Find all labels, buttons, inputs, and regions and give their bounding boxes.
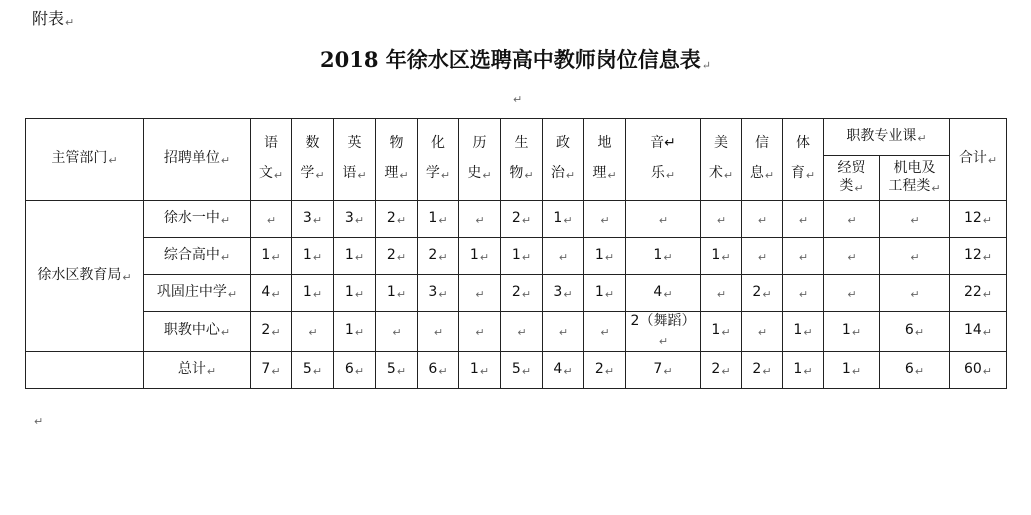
paragraph-mark: ↵: [658, 335, 669, 348]
paragraph-mark: ↵: [227, 287, 238, 301]
paragraph-mark: ↵: [663, 364, 673, 378]
paragraph-mark: ↵: [565, 169, 576, 182]
paragraph-mark: ↵: [558, 326, 569, 339]
value-cell: 1↵: [334, 312, 376, 352]
header-subject: 英 语↵: [334, 119, 376, 201]
header-subject: 物 理↵: [376, 119, 418, 201]
table-row: [26, 275, 1007, 312]
paragraph-mark: ↵: [396, 250, 407, 264]
paragraph-mark: ↵: [65, 16, 75, 29]
value-cell: [824, 238, 880, 275]
paragraph-mark: ↵: [563, 213, 573, 227]
value-cell: 1↵: [376, 275, 418, 312]
paragraph-mark: ↵: [803, 326, 813, 339]
paragraph-mark: ↵: [721, 364, 731, 378]
value-cell: 1↵: [459, 352, 501, 389]
paragraph-mark: ↵: [762, 364, 772, 378]
value-cell: 7↵: [251, 352, 292, 389]
value-cell: [459, 201, 501, 238]
paragraph-mark: ↵: [271, 250, 281, 264]
paragraph-mark: ↵: [475, 213, 485, 227]
paragraph-mark: ↵: [600, 213, 610, 227]
value-cell: [543, 312, 584, 352]
paragraph-mark: ↵: [308, 326, 318, 339]
paragraph-mark: ↵: [847, 287, 857, 301]
header-vocational-group: 职教专业课↵: [824, 119, 950, 156]
value-cell: 12↵: [950, 201, 1007, 238]
paragraph-mark: ↵: [271, 364, 281, 378]
value-cell: 4↵: [543, 352, 584, 389]
paragraph-mark: ↵: [206, 364, 217, 378]
value-cell: 2↵: [376, 201, 418, 238]
header-vocational-sub: 经贸 类↵: [824, 156, 880, 201]
value-cell: 1↵: [292, 238, 334, 275]
header-dept: 主管部门↵: [26, 119, 144, 201]
paragraph-mark: ↵: [399, 169, 409, 182]
value-cell: 5↵: [292, 352, 334, 389]
page-title: 2018 年徐水区选聘高中教师岗位信息表↵: [320, 47, 711, 72]
value-cell: [783, 201, 824, 238]
value-cell: 3↵: [543, 275, 584, 312]
value-cell: [880, 201, 950, 238]
header-vocational-sub: 机电及 工程类↵: [880, 156, 950, 201]
paragraph-mark: ↵: [479, 250, 490, 264]
paragraph-mark: ↵: [354, 326, 365, 339]
paragraph-mark: ↵: [982, 287, 993, 301]
paragraph-mark: ↵: [914, 364, 925, 378]
value-cell: 1↵: [251, 238, 292, 275]
paragraph-mark: ↵: [440, 169, 451, 182]
paragraph-mark: ↵: [757, 213, 768, 227]
paragraph-mark: ↵: [982, 364, 993, 378]
paragraph-mark: ↵: [271, 326, 281, 339]
paragraph-mark: ↵: [854, 181, 864, 195]
value-cell: 1↵: [418, 201, 459, 238]
paragraph-mark: ↵: [392, 326, 402, 339]
paragraph-mark: ↵: [604, 250, 615, 264]
value-cell: 1↵: [584, 275, 626, 312]
paragraph-mark: ↵: [266, 213, 277, 227]
paragraph-mark: ↵: [521, 364, 532, 378]
unit-cell: 综合高中↵: [144, 238, 251, 275]
table-row: [26, 238, 1007, 275]
paragraph-mark: ↵: [716, 213, 727, 227]
paragraph-mark: ↵: [982, 326, 993, 339]
paragraph-mark: ↵: [663, 250, 673, 264]
value-cell: 60↵: [950, 352, 1007, 389]
header-subject: 信 息↵: [742, 119, 783, 201]
paragraph-mark: ↵: [517, 326, 527, 339]
value-cell: 2↵: [418, 238, 459, 275]
value-cell: [742, 201, 783, 238]
value-cell: [501, 312, 543, 352]
header-row: [26, 119, 1007, 156]
paragraph-mark: ↵: [757, 326, 768, 339]
header-subject: 音↵ 乐↵: [626, 119, 701, 201]
value-cell: 1↵: [584, 238, 626, 275]
paragraph-mark: ↵: [701, 59, 711, 72]
value-cell: [701, 201, 742, 238]
value-cell: 7↵: [626, 352, 701, 389]
paragraph-mark: ↵: [665, 169, 676, 182]
paragraph-mark: ↵: [312, 250, 323, 264]
value-cell: 4↵: [251, 275, 292, 312]
paragraph-mark: ↵: [563, 287, 573, 301]
value-cell: [880, 238, 950, 275]
paragraph-mark: ↵: [910, 250, 920, 264]
paragraph-mark: ↵: [513, 93, 523, 106]
paragraph-mark: ↵: [663, 287, 673, 301]
value-cell: 6↵: [334, 352, 376, 389]
paragraph-mark: ↵: [982, 213, 993, 227]
header-unit: 招聘单位↵: [144, 119, 251, 201]
paragraph-mark: ↵: [764, 169, 775, 182]
paragraph-mark: ↵: [762, 287, 772, 301]
header-total: 合计↵: [950, 119, 1007, 201]
value-cell: [543, 238, 584, 275]
paragraph-mark: ↵: [721, 250, 731, 264]
value-cell: [584, 312, 626, 352]
value-cell: 1↵: [626, 238, 701, 275]
value-cell: [742, 238, 783, 275]
value-cell: 2（舞蹈）↵: [626, 312, 701, 352]
value-cell: 5↵: [376, 352, 418, 389]
value-cell: 2↵: [501, 201, 543, 238]
unit-cell: 巩固庄中学↵: [144, 275, 251, 312]
table-row: [26, 201, 1007, 238]
value-cell: 6↵: [880, 312, 950, 352]
paragraph-mark: ↵: [607, 169, 617, 182]
paragraph-mark: ↵: [803, 364, 813, 378]
value-cell: 6↵: [880, 352, 950, 389]
paragraph-mark: ↵: [600, 326, 610, 339]
value-cell: 6↵: [418, 352, 459, 389]
unit-cell: 职教中心↵: [144, 312, 251, 352]
value-cell: 2↵: [251, 312, 292, 352]
paragraph-mark: ↵: [438, 213, 448, 227]
paragraph-mark: ↵: [396, 287, 407, 301]
value-cell: 14↵: [950, 312, 1007, 352]
value-cell: [459, 312, 501, 352]
unit-cell: 徐水一中↵: [144, 201, 251, 238]
paragraph-mark: ↵: [315, 169, 325, 182]
paragraph-mark: ↵: [475, 287, 485, 301]
value-cell: 5↵: [501, 352, 543, 389]
value-cell: 3↵: [334, 201, 376, 238]
value-cell: [584, 201, 626, 238]
value-cell: 1↵: [459, 238, 501, 275]
value-cell: [418, 312, 459, 352]
value-cell: 3↵: [418, 275, 459, 312]
value-cell: [880, 275, 950, 312]
paragraph-mark: ↵: [982, 250, 993, 264]
paragraph-mark: ↵: [354, 250, 365, 264]
unit-cell: 总计↵: [144, 352, 251, 389]
empty-cell: [26, 352, 144, 389]
paragraph-mark: ↵: [438, 364, 448, 378]
paragraph-mark: ↵: [312, 364, 323, 378]
value-cell: 1↵: [501, 238, 543, 275]
appendix-label: 附表↵: [32, 9, 75, 29]
paragraph-mark: ↵: [312, 287, 323, 301]
header-subject: 数 学↵: [292, 119, 334, 201]
value-cell: [783, 238, 824, 275]
paragraph-mark: ↵: [658, 213, 669, 227]
paragraph-mark: ↵: [721, 326, 731, 339]
header-subject: 语 文↵: [251, 119, 292, 201]
value-cell: [824, 275, 880, 312]
value-cell: [292, 312, 334, 352]
value-cell: [459, 275, 501, 312]
paragraph-mark: ↵: [558, 250, 569, 264]
value-cell: [742, 312, 783, 352]
paragraph-mark: ↵: [910, 213, 920, 227]
value-cell: 12↵: [950, 238, 1007, 275]
value-cell: 2↵: [742, 352, 783, 389]
paragraph-mark: ↵: [521, 250, 532, 264]
paragraph-mark: ↵: [354, 287, 365, 301]
paragraph-mark: ↵: [723, 169, 734, 182]
value-cell: 1↵: [701, 238, 742, 275]
value-cell: 2↵: [701, 352, 742, 389]
header-subject: 政 治↵: [543, 119, 584, 201]
paragraph-mark: ↵: [34, 415, 44, 428]
paragraph-mark: ↵: [847, 250, 857, 264]
value-cell: 2↵: [501, 275, 543, 312]
paragraph-mark: ↵: [757, 250, 768, 264]
value-cell: 4↵: [626, 275, 701, 312]
table-row: [26, 312, 1007, 352]
paragraph-mark: ↵: [273, 169, 284, 182]
value-cell: [783, 275, 824, 312]
paragraph-mark: ↵: [910, 287, 920, 301]
value-cell: 1↵: [824, 352, 880, 389]
value-cell: [824, 201, 880, 238]
paragraph-mark: ↵: [931, 181, 941, 195]
paragraph-mark: ↵: [438, 287, 448, 301]
value-cell: [376, 312, 418, 352]
paragraph-mark: ↵: [312, 213, 323, 227]
paragraph-mark: ↵: [851, 326, 862, 339]
paragraph-mark: ↵: [396, 213, 407, 227]
paragraph-mark: ↵: [805, 169, 816, 182]
paragraph-mark: ↵: [220, 213, 231, 227]
value-cell: 1↵: [334, 238, 376, 275]
header-subject: 体 育↵: [783, 119, 824, 201]
paragraph-mark: ↵: [479, 364, 490, 378]
value-cell: 3↵: [292, 201, 334, 238]
paragraph-mark: ↵: [482, 169, 492, 182]
header-subject: 化 学↵: [418, 119, 459, 201]
paragraph-mark: ↵: [604, 364, 615, 378]
department-cell: 徐水区教育局↵: [26, 201, 144, 352]
paragraph-mark: ↵: [220, 326, 231, 339]
paragraph-mark: ↵: [475, 326, 485, 339]
value-cell: 2↵: [376, 238, 418, 275]
paragraph-mark: ↵: [524, 169, 534, 182]
value-cell: 1↵: [701, 312, 742, 352]
paragraph-mark: ↵: [433, 326, 444, 339]
value-cell: [626, 201, 701, 238]
header-subject: 生 物↵: [501, 119, 543, 201]
paragraph-mark: ↵: [354, 213, 365, 227]
paragraph-mark: ↵: [354, 364, 365, 378]
paragraph-mark: ↵: [798, 287, 809, 301]
value-cell: 1↵: [543, 201, 584, 238]
header-subject: 地 理↵: [584, 119, 626, 201]
value-cell: [251, 201, 292, 238]
value-cell: 1↵: [783, 352, 824, 389]
paragraph-mark: ↵: [438, 250, 448, 264]
paragraph-mark: ↵: [357, 169, 367, 182]
job-info-table: [25, 118, 1007, 389]
paragraph-mark: ↵: [521, 287, 532, 301]
paragraph-mark: ↵: [220, 250, 231, 264]
paragraph-mark: ↵: [851, 364, 862, 378]
value-cell: 2↵: [584, 352, 626, 389]
total-row: [26, 352, 1007, 389]
header-subject: 历 史↵: [459, 119, 501, 201]
value-cell: 2↵: [742, 275, 783, 312]
value-cell: 1↵: [783, 312, 824, 352]
paragraph-mark: ↵: [521, 213, 532, 227]
paragraph-mark: ↵: [914, 326, 925, 339]
paragraph-mark: ↵: [271, 287, 281, 301]
value-cell: 1↵: [824, 312, 880, 352]
value-cell: [701, 275, 742, 312]
paragraph-mark: ↵: [798, 250, 809, 264]
paragraph-mark: ↵: [798, 213, 809, 227]
value-cell: 22↵: [950, 275, 1007, 312]
value-cell: 1↵: [334, 275, 376, 312]
paragraph-mark: ↵: [122, 270, 132, 284]
header-subject: 美 术↵: [701, 119, 742, 201]
value-cell: 1↵: [292, 275, 334, 312]
paragraph-mark: ↵: [604, 287, 615, 301]
paragraph-mark: ↵: [847, 213, 857, 227]
paragraph-mark: ↵: [716, 287, 727, 301]
paragraph-mark: ↵: [396, 364, 407, 378]
paragraph-mark: ↵: [563, 364, 573, 378]
